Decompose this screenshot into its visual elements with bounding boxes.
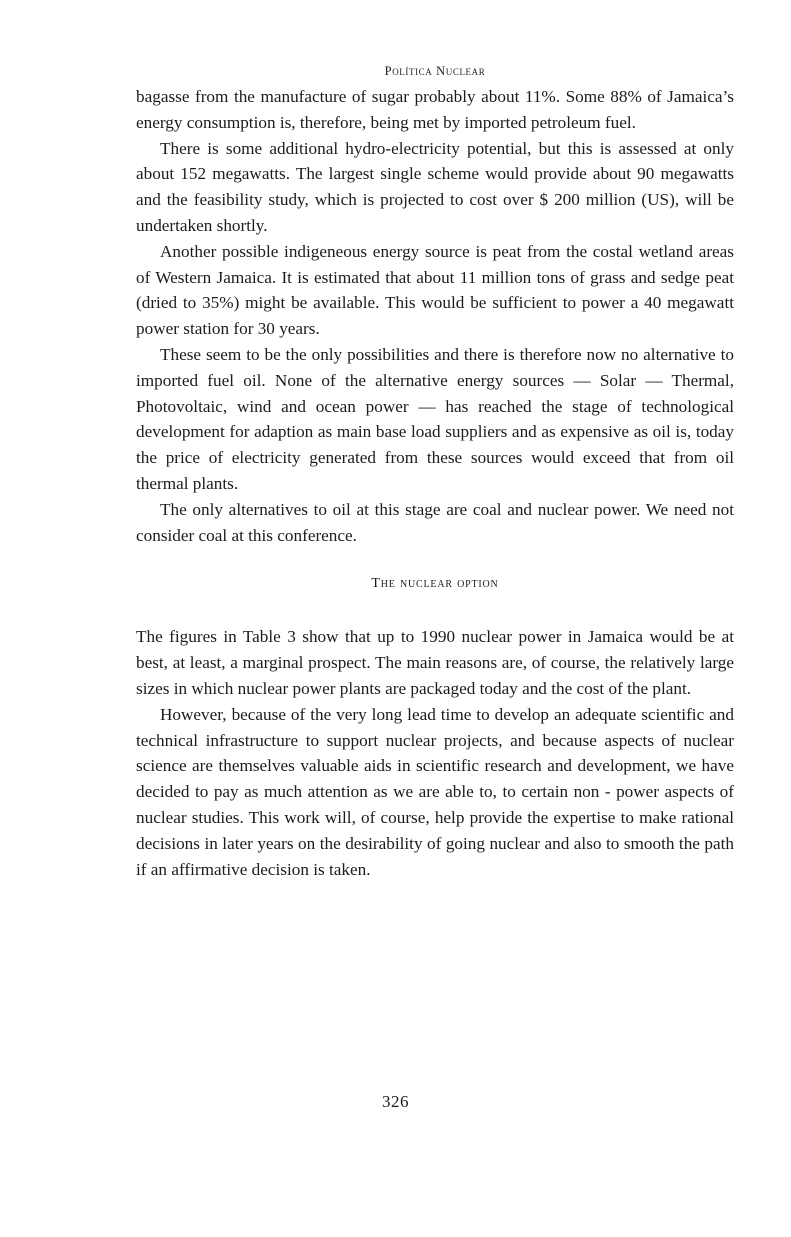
paragraph-alternatives: These seem to be the only possibilities and there is therefore now no alternative to imported fuel oil. None of the alternative energy sources — Solar — Thermal, Photovoltaic, wind and ocean power — has reached the stage of technological development for adaption as main base load suppliers and as expensive as oil is, today the price of electricity generated from these sources would exceed that from oil thermal plants. <box>136 344 734 493</box>
paragraph-hydro: There is some additional hydro-electricity potential, but this is assessed at only about 152 megawatts. The largest single scheme would provide about 90 megawatts and the feasibility study, which is projected to cost over $ 200 million (US), will be undertaken shortly. <box>136 138 734 235</box>
document-page <box>136 62 734 882</box>
section-heading: The nuclear option <box>371 576 499 592</box>
paragraph-table-3: The figures in Table 3 show that up to 1990 nuclear power in Jamaica would be at best, at least, a marginal prospect. The main reasons are, of course, the relatively large sizes in which nuclear power plants are packaged today and the cost of the plant. <box>136 627 734 698</box>
paragraph-continuation: bagasse from the manufacture of sugar probably about 11%. Some 88% of Jamaica’s energy consumption is, therefore, being met by imported petroleum fuel. <box>136 87 734 132</box>
page-number: 326 <box>382 1092 409 1111</box>
paragraph-peat: Another possible indigeneous energy source is peat from the costal wetland areas of Western Jamaica. It is estimated that about 11 million tons of grass and sedge peat (dried to 35%) might be available. This would be sufficient to power a 40 megawatt power station for 30 years. <box>136 241 734 339</box>
paragraph-coal-nuclear: The only alternatives to oil at this stage are coal and nuclear power. We need not consider coal at this conference. <box>136 499 734 545</box>
running-head: Política Nuclear <box>384 64 486 78</box>
paragraph-lead-time: However, because of the very long lead time to develop an adequate scientific and technical infrastructure to support nuclear projects, and because aspects of nuclear science are themselves valuable aids in scientific research and development, we have decided to pay as much attention as we are able to, to certain non - power aspects of nuclear studies. This work will, of course, help provide the expertise to make rational decisions in later years on the desirability of going nuclear and also to smooth the path if an affirmative decision is taken. <box>136 704 734 879</box>
